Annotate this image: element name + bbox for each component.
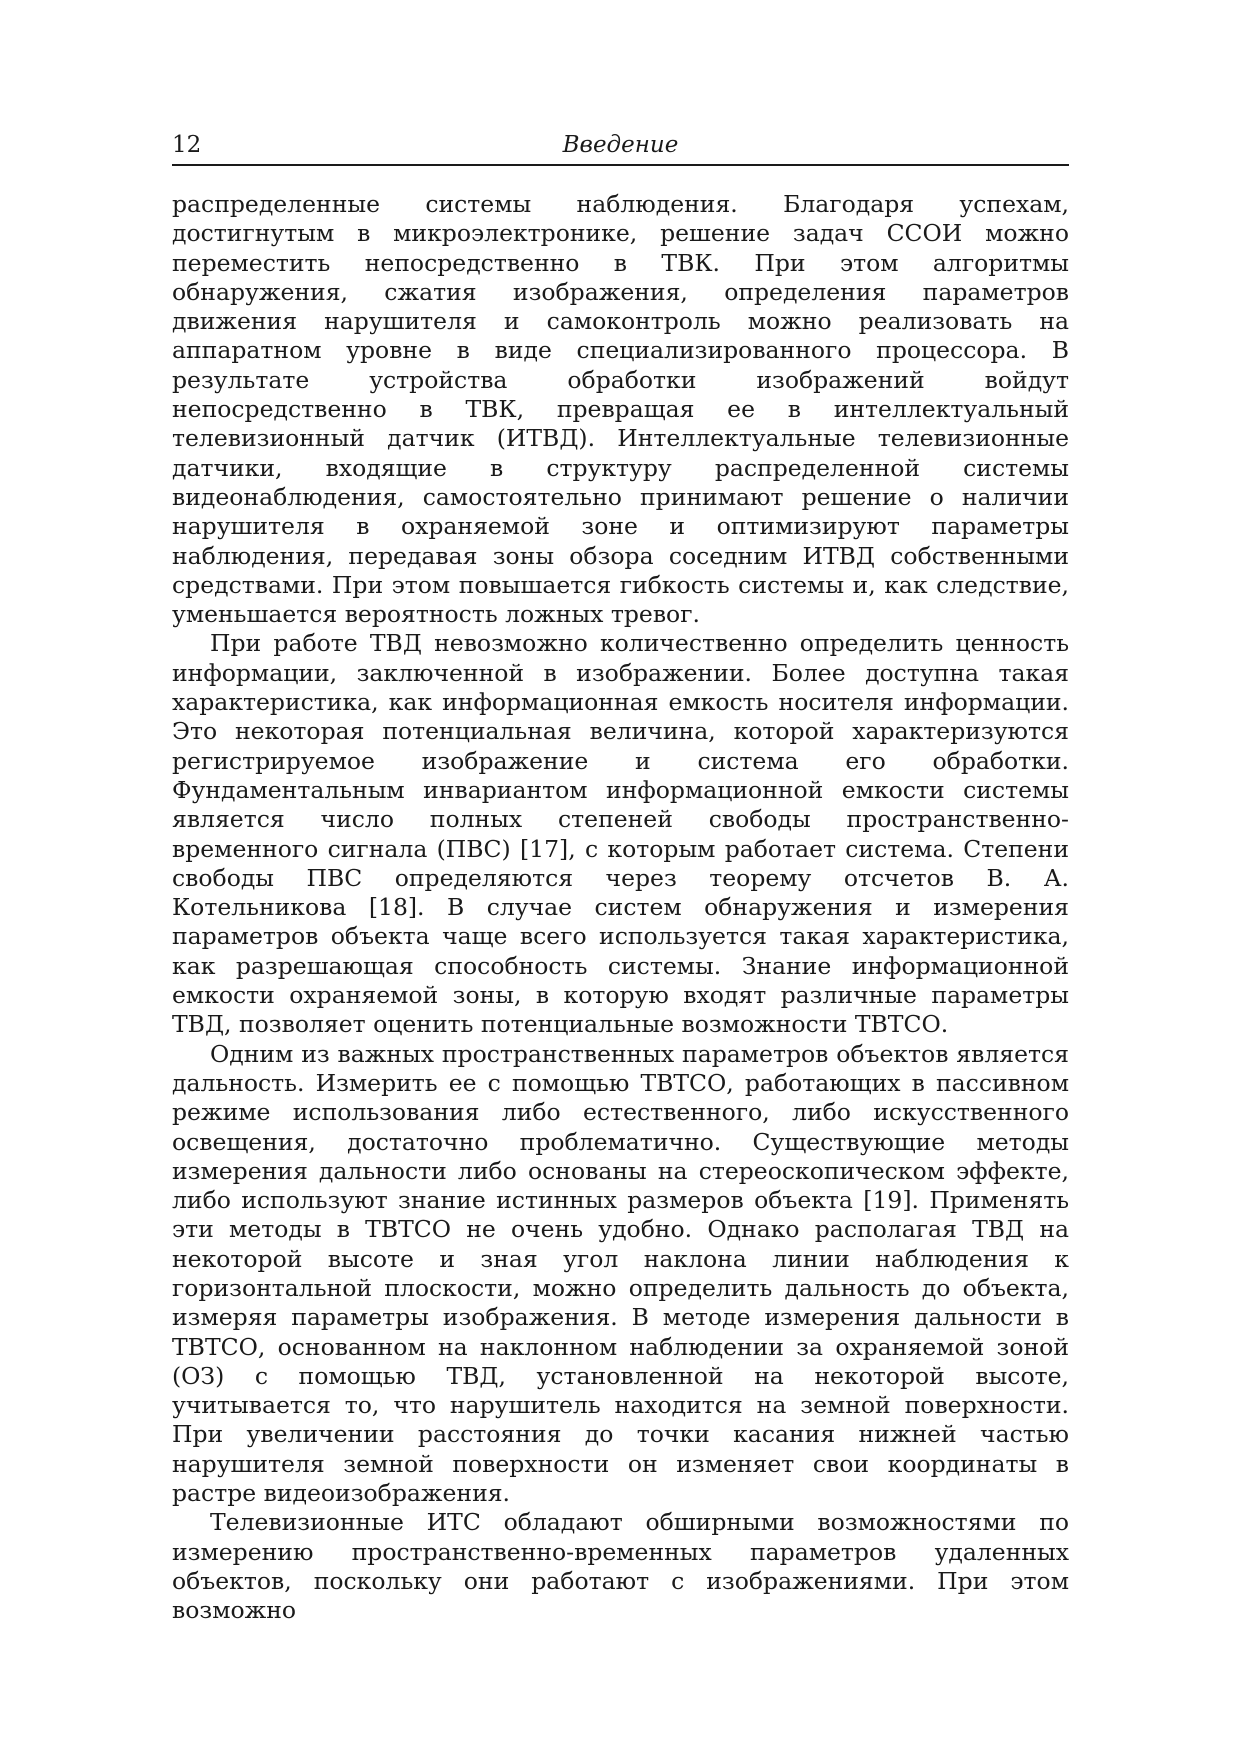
paragraph-last: Телевизионные ИТС обладают обширными возможностями по измерению пространственно-временных параметров удаленных объектов, поскольку они работают с изображениями. При этом возможно (172, 1508, 1069, 1625)
paragraph: Одним из важных пространственных параметров объектов является дальность. Измерить ее с помощью ТВТСО, работающих в пассивном режиме использования либо естественного, либо искусственного освещения, достаточно проблематично. Существующие методы измерения дальности либо основаны на стереоскопическом эффекте, либо используют знание истинных размеров объекта [19]. Применять эти методы в ТВТСО не очень удобно. Однако располагая ТВД на некоторой высоте и зная угол наклона линии наблюдения к горизонтальной плоскости, можно определить дальность до объекта, измеряя параметры изображения. В методе измерения дальности в ТВТСО, основанном на наклонном наблюдении за охраняемой зоной (ОЗ) с помощью ТВД, установленной на некоторой высоте, учитывается то, что нарушитель находится на земной поверхности. При увеличении расстояния до точки касания нижней частью нарушителя земной поверхности он изменяет свои координаты в растре видеоизображения. (172, 1039, 1069, 1508)
body-text (172, 190, 1069, 1626)
paragraph: При работе ТВД невозможно количественно определить ценность информации, заключенной в изображении. Более доступна такая характеристика, как информационная емкость носителя информации. Это некоторая потенциальная величина, которой характеризуются регистрируемое изображение и система его обработки. Фундаментальным инвариантом информационной емкости системы является число полных степеней свободы пространственно-временного сигнала (ПВС) [17], с которым работает система. Степени свободы ПВС определяются через теорему отсчетов В. А. Котельникова [18]. В случае систем обнаружения и измерения параметров объекта чаще всего используется такая характеристика, как разрешающая способность системы. Знание информационной емкости охраняемой зоны, в которую входят различные параметры ТВД, позволяет оценить потенциальные возможности ТВТСО. (172, 629, 1069, 1039)
paragraph-continued: распределенные системы наблюдения. Благодаря успехам, достигнутым в микроэлектронике, решение задач ССОИ можно переместить непосредственно в ТВК. При этом алгоритмы обнаружения, сжатия изображения, определения параметров движения нарушителя и самоконтроль можно реализовать на аппаратном уровне в виде специализированного процессора. В результате устройства обработки изображений войдут непосредственно в ТВК, превращая ее в интеллектуальный телевизионный датчик (ИТВД). Интеллектуальные телевизионные датчики, входящие в структуру распределенной системы видеонаблюдения, самостоятельно принимают решение о наличии нарушителя в охраняемой зоне и оптимизируют параметры наблюдения, передавая зоны обзора соседним ИТВД собственными средствами. При этом повышается гибкость системы и, как следствие, уменьшается вероятность ложных тревог. (172, 190, 1069, 629)
running-header (172, 128, 1069, 166)
page-number: 12 (172, 132, 202, 158)
book-page (172, 128, 1069, 1626)
section-title: Введение (562, 132, 679, 158)
